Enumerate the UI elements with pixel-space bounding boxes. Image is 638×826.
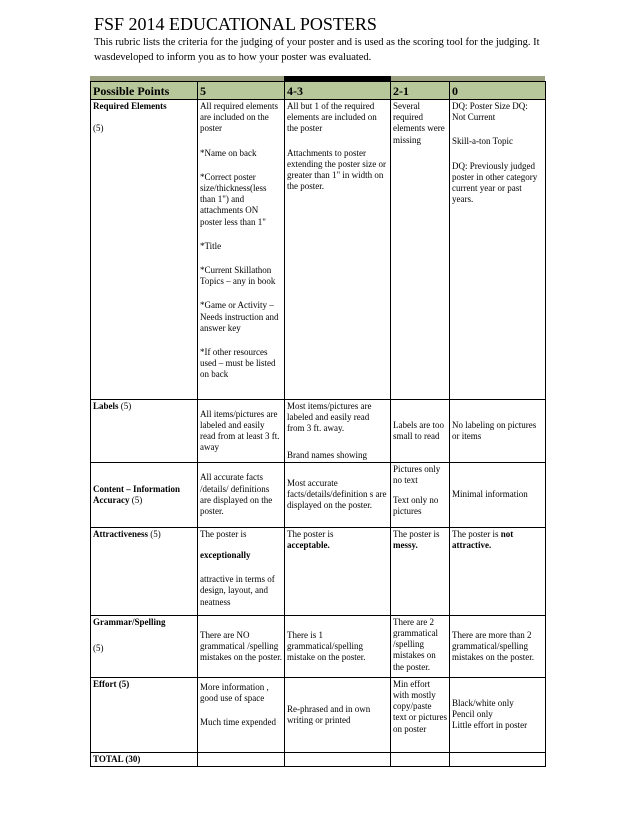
table-row xyxy=(91,615,546,677)
table-row xyxy=(91,400,546,463)
category-content xyxy=(91,462,198,527)
content-5-cell: All accurate facts /details/ definitions are displayed on the poster. xyxy=(198,462,285,527)
criterion-text: Pencil only xyxy=(452,709,493,720)
criterion-text: The poster is xyxy=(393,528,440,539)
criterion-text: *Game or Activity – Needs instruction and answer key xyxy=(200,300,279,333)
rubric-table xyxy=(90,81,546,767)
content-0-cell: Minimal information xyxy=(450,462,546,527)
criterion-text: Pictures only no text xyxy=(393,463,441,486)
labels-2-1-cell: Labels are too small to read xyxy=(391,400,450,463)
criterion-text: messy. xyxy=(393,540,418,551)
intro-text: This rubric lists the criteria for the judging of your poster and is used as the scoring tool for the judging. It wasdeveloped to inform you as to how your poster was evaluated. xyxy=(94,37,540,63)
criterion-text: Much time expended xyxy=(200,717,276,728)
page-title: FSF 2014 EDUCATIONAL POSTERS xyxy=(94,14,377,34)
attractiveness-2-1-cell xyxy=(391,527,450,615)
grammar-2-1-cell: There are 2 grammatical /spelling mistakes on the poster. xyxy=(391,615,450,677)
category-points: (5) xyxy=(150,528,161,539)
header-row xyxy=(91,82,546,100)
criterion-text: Skill-a-ton Topic xyxy=(452,136,513,147)
category-name: Effort xyxy=(93,678,117,689)
criterion-text: DQ: Poster Size DQ: Not Current xyxy=(452,101,528,123)
header-0: 0 xyxy=(450,82,546,100)
criterion-text: exceptionally xyxy=(200,550,251,561)
category-name: Grammar/Spelling xyxy=(93,616,166,627)
total-4-3-cell xyxy=(285,752,391,766)
category-required-elements xyxy=(91,100,198,400)
labels-4-3-cell xyxy=(285,400,391,463)
criterion-text: acceptable. xyxy=(287,540,330,551)
effort-5-cell xyxy=(198,677,285,752)
labels-0-cell: No labeling on pictures or items xyxy=(450,400,546,463)
header-5: 5 xyxy=(198,82,285,100)
criterion-text: DQ: Previously judged poster in other category current year or past years. xyxy=(452,160,538,205)
category-effort xyxy=(91,677,198,752)
category-name: Required Elements xyxy=(93,101,167,111)
effort-2-1-cell: Min effort with mostly copy/paste text or pictures on poster xyxy=(391,677,450,752)
table-row xyxy=(91,462,546,527)
required-2-1-cell: Several required elements were missing xyxy=(391,100,450,400)
criterion-text: Little effort in poster xyxy=(452,720,528,731)
grammar-0-cell: There are more than 2 grammatical/spelling mistakes on the poster. xyxy=(450,615,546,677)
criterion-text: Most items/pictures are labeled and easily read from 3 ft. away. xyxy=(287,401,372,434)
header-possible-points: Possible Points xyxy=(91,82,198,100)
total-label: TOTAL (30) xyxy=(91,752,198,766)
category-attractiveness xyxy=(91,527,198,615)
grammar-5-cell: There are NO grammatical /spelling mistakes on the poster. xyxy=(198,615,285,677)
criterion-text: The poster is xyxy=(200,528,247,539)
attractiveness-0-cell xyxy=(450,527,546,615)
total-row xyxy=(91,752,546,766)
required-4-3-cell xyxy=(285,100,391,400)
category-name: Content – Information Accuracy xyxy=(93,483,180,505)
grammar-4-3-cell: There is 1 grammatical/spelling mistake on the poster. xyxy=(285,615,391,677)
criterion-text: The poster is xyxy=(287,528,334,539)
total-2-1-cell xyxy=(391,752,450,766)
criterion-text: *Name on back xyxy=(200,147,257,158)
criterion-text: Attachments to poster extending the poster size or greater than 1" in width on the poster. xyxy=(287,147,386,192)
criterion-text: *Correct poster size/thickness(less than 1") and attachments ON poster less than 1" xyxy=(200,171,267,227)
content-4-3-cell: Most accurate facts/details/definition s are displayed on the poster. xyxy=(285,462,391,527)
required-5-cell xyxy=(198,100,285,400)
table-row xyxy=(91,527,546,615)
content-2-1-cell xyxy=(391,462,450,527)
total-5-cell xyxy=(198,752,285,766)
criterion-text: *If other resources used – must be listed on back xyxy=(200,347,276,380)
required-0-cell xyxy=(450,100,546,400)
attractiveness-4-3-cell xyxy=(285,527,391,615)
category-points: (5) xyxy=(93,643,104,654)
category-points: (5) xyxy=(120,401,132,411)
criterion-text: attractive in terms of design, layout, and neatness xyxy=(200,574,275,607)
criterion-text: All required elements are included on the poster xyxy=(200,101,278,134)
criterion-text: More information , good use of space xyxy=(200,681,269,704)
table-row xyxy=(91,100,546,400)
category-grammar-spelling xyxy=(91,615,198,677)
criterion-text: Text only no pictures xyxy=(393,495,439,517)
category-name: Attractiveness xyxy=(93,528,148,539)
labels-5-cell: All items/pictures are labeled and easily read from at least 3 ft. away xyxy=(198,400,285,463)
header-4-3: 4-3 xyxy=(285,82,391,100)
effort-0-cell xyxy=(450,677,546,752)
effort-4-3-cell: Re-phrased and in own writing or printed xyxy=(285,677,391,752)
criterion-text: The poster is xyxy=(452,528,499,539)
header-2-1: 2-1 xyxy=(391,82,450,100)
criterion-text: All but 1 of the required elements are included on the poster xyxy=(287,101,377,134)
attractiveness-5-cell xyxy=(198,527,285,615)
criterion-text: *Current Skillathon Topics – any in book xyxy=(200,265,276,287)
category-labels xyxy=(91,400,198,463)
criterion-text: *Title xyxy=(200,240,222,251)
criterion-text: Brand names showing xyxy=(287,449,367,460)
criterion-text: attractive. xyxy=(452,540,492,551)
criterion-text: not xyxy=(500,528,514,539)
table-row xyxy=(91,677,546,752)
category-points: (5) xyxy=(118,678,130,689)
category-name: Labels xyxy=(93,401,119,411)
criterion-text: Black/white only xyxy=(452,698,514,708)
category-points: (5) xyxy=(131,494,143,505)
category-points: (5) xyxy=(93,123,104,134)
total-0-cell xyxy=(450,752,546,766)
